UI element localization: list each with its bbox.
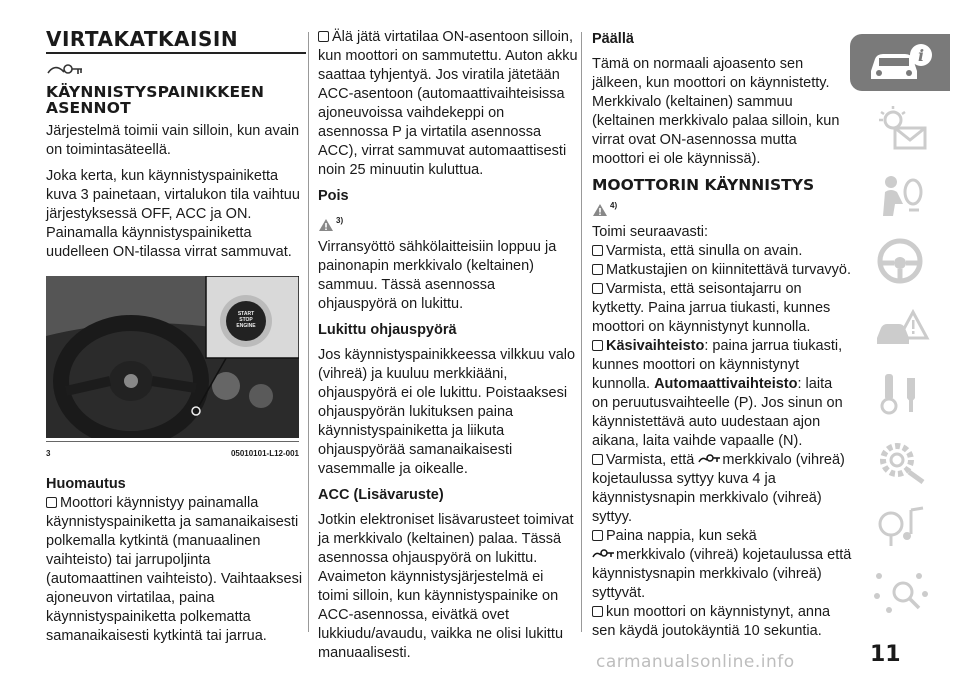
paragraph: Järjestelmä toimii vain silloin, kun avain on toimintasäteellä.	[46, 123, 300, 158]
column-3	[592, 28, 852, 641]
bullet-icon	[592, 454, 603, 465]
key-symbol-line	[46, 58, 306, 78]
tab-steering[interactable]	[850, 232, 950, 289]
pois-heading: Pois	[318, 188, 349, 204]
section-title: VIRTAKATKAISIN	[46, 28, 306, 54]
list-item: Matkustajien on kiinnitettävä turvavyö.	[592, 261, 852, 280]
bullet-icon	[592, 606, 603, 617]
tab-alphabet[interactable]	[850, 562, 950, 619]
list-item: Käsivaihteisto: paina jarrua tiukasti, kunnes moottori on käynnistynyt kunnolla. Automaattivaihteisto: laita on peruutusvaihteelle (P). Jos sinun on käynnistettävä auto uudestaan ajon aikana, laita vaihde vapaalle (N).	[592, 338, 843, 449]
note-text: Moottori käynnistyy painamalla käynnistyspainiketta ja samanaikaisesti polkemalla kytkintä (manuaalinen vaihteisto) tai jarrupoljinta (automaattinen vaihteisto). Vaihtaaksesi ajoneuvon virtatilaa, paina käynnistyspainiketta polkematta samanaikaisesti kytkintä tai jarrua.	[46, 495, 303, 644]
warning-triangle-icon	[592, 203, 608, 217]
alphabet-index-icon	[865, 566, 935, 616]
bullet-icon	[592, 340, 603, 351]
car-info-icon	[865, 41, 935, 85]
paragraph: Jotkin elektroniset lisävarusteet toimivat ja merkkivalo (keltainen) palaa. Tässä asennossa ohjauspyörä on lukittu. Avaimeton käynnistysjärjestelmä ei toimi silloin, kun käynnistyspainike on ACC-asennossa, eivätkä ovet lukkiudu/avaudu, vaikka ne olisi lukittu manuaalisesti.	[318, 512, 574, 661]
paragraph: Virransyöttö sähkölaitteisiin loppuu ja painonapin merkkivalo (keltainen) sammuu. Tässä asennossa ohjauspyörä on lukittu.	[318, 239, 557, 312]
dashboard-figure	[46, 276, 299, 438]
svg-text:i: i	[917, 45, 925, 65]
key-wrench-icon	[865, 368, 935, 418]
dashboard-photo	[46, 276, 299, 438]
list-item: Paina nappia, kun sekä merkkivalo (vihreä) kojetaulussa että käynnistysnapin merkkivalo (vihreä) syttyvät.	[592, 528, 852, 601]
tab-gear-wrench[interactable]	[850, 430, 950, 487]
chapter-tabs	[850, 34, 956, 628]
bullet-icon	[592, 530, 603, 541]
column-1	[46, 28, 306, 653]
column-divider	[581, 32, 582, 632]
key-indicator-icon	[698, 452, 722, 465]
paragraph: Joka kerta, kun käynnistyspainiketta kuva 3 painetaan, virtalukon tila vaihtuu järjestyksessä OFF, ACC ja ON. Painamalla käynnistyspainiketta uudelleen ON-tilassa virrat sammuvat.	[46, 168, 300, 260]
column-divider	[308, 32, 309, 632]
start-button-label: START STOP ENGINE	[236, 311, 256, 329]
on-heading: Päällä	[592, 31, 634, 47]
watermark: carmanualsonline.info	[596, 652, 795, 672]
tab-airbag[interactable]	[850, 166, 950, 223]
section-subtitle: KÄYNNISTYSPAINIKKEEN ASENNOT	[46, 83, 265, 117]
tab-lights-mail[interactable]	[850, 100, 950, 157]
lights-mail-icon	[865, 104, 935, 154]
key-indicator-icon	[592, 547, 616, 560]
figure-number: 3	[46, 449, 51, 458]
column-2	[318, 28, 578, 670]
music-navigation-icon	[865, 500, 935, 550]
bullet-icon	[318, 31, 329, 42]
paragraph: Tämä on normaali ajoasento sen jälkeen, kun moottori on käynnistetty. Merkkivalo (keltainen) sammuu (keltainen merkkivalo palaa silloin, kun virrat ovat ON-asennossa mutta moottori ei ole käynnissä).	[592, 56, 840, 167]
warning-ref: 4)	[592, 197, 852, 217]
bullet-icon	[592, 264, 603, 275]
key-symbol-icon	[46, 60, 86, 78]
paragraph: Toimi seuraavasti:	[592, 224, 709, 240]
page-number: 11	[870, 642, 901, 667]
list-item: Varmista, että merkkivalo (vihreä) kojetaulussa syttyy kuva 4 ja käynnistysnapin merkkivalo (vihreä) syttyy.	[592, 452, 845, 525]
warning-triangle-car-icon	[865, 302, 935, 352]
bullet-icon	[46, 497, 57, 508]
warning-triangle-icon	[318, 218, 334, 232]
lock-heading: Lukittu ohjauspyörä	[318, 322, 457, 338]
steering-wheel-icon	[865, 236, 935, 286]
tab-warning[interactable]	[850, 298, 950, 355]
figure-caption	[46, 441, 299, 463]
engine-start-title: MOOTTORIN KÄYNNISTYS	[592, 176, 815, 194]
list-item: kun moottori on käynnistynyt, anna sen käydä joutokäyntiä 10 sekuntia.	[592, 604, 831, 639]
warning-ref: 3)	[318, 212, 578, 232]
bullet-icon	[592, 245, 603, 256]
list-item: Varmista, että sinulla on avain.	[592, 242, 852, 261]
bullet-icon	[592, 283, 603, 294]
paragraph: Jos käynnistyspainikkeessa vilkkuu valo (vihreä) ja kuuluu merkkiääni, ohjauspyörä ei ole lukittu. Poistaaksesi ohjauspyörän lukituksen paina käynnistyspainiketta ja liikuta ohjauspyörää samanaikaisesti vasemmalle ja oikealle.	[318, 347, 576, 477]
note-title: Huomautus	[46, 476, 126, 492]
list-item: Varmista, että seisontajarru on kytketty. Paina jarrua tiukasti, kunnes moottori on käynnistynyt kunnolla.	[592, 281, 831, 335]
gear-wrench-icon	[865, 434, 935, 484]
acc-heading: ACC (Lisävaruste)	[318, 487, 444, 503]
paragraph: Älä jätä virtatilaa ON-asentoon silloin, kun moottori on sammutettu. Auton akku saattaa tyhjentyä. Jos viratila jätetään ACC-asentoon (automaattivaihteisissa ajoneuvoissa vaihdekeppi on asennossa P ja virtatila asennossa ACC), virrat sammuvat automaattisesti noin 25 minuutin kuluttua.	[318, 29, 578, 178]
tab-car-info[interactable]	[850, 34, 950, 91]
airbag-person-icon	[865, 170, 935, 220]
tab-music-nav[interactable]	[850, 496, 950, 553]
tab-key-wrench[interactable]	[850, 364, 950, 421]
figure-code: 05010101-L12-001	[230, 449, 299, 458]
